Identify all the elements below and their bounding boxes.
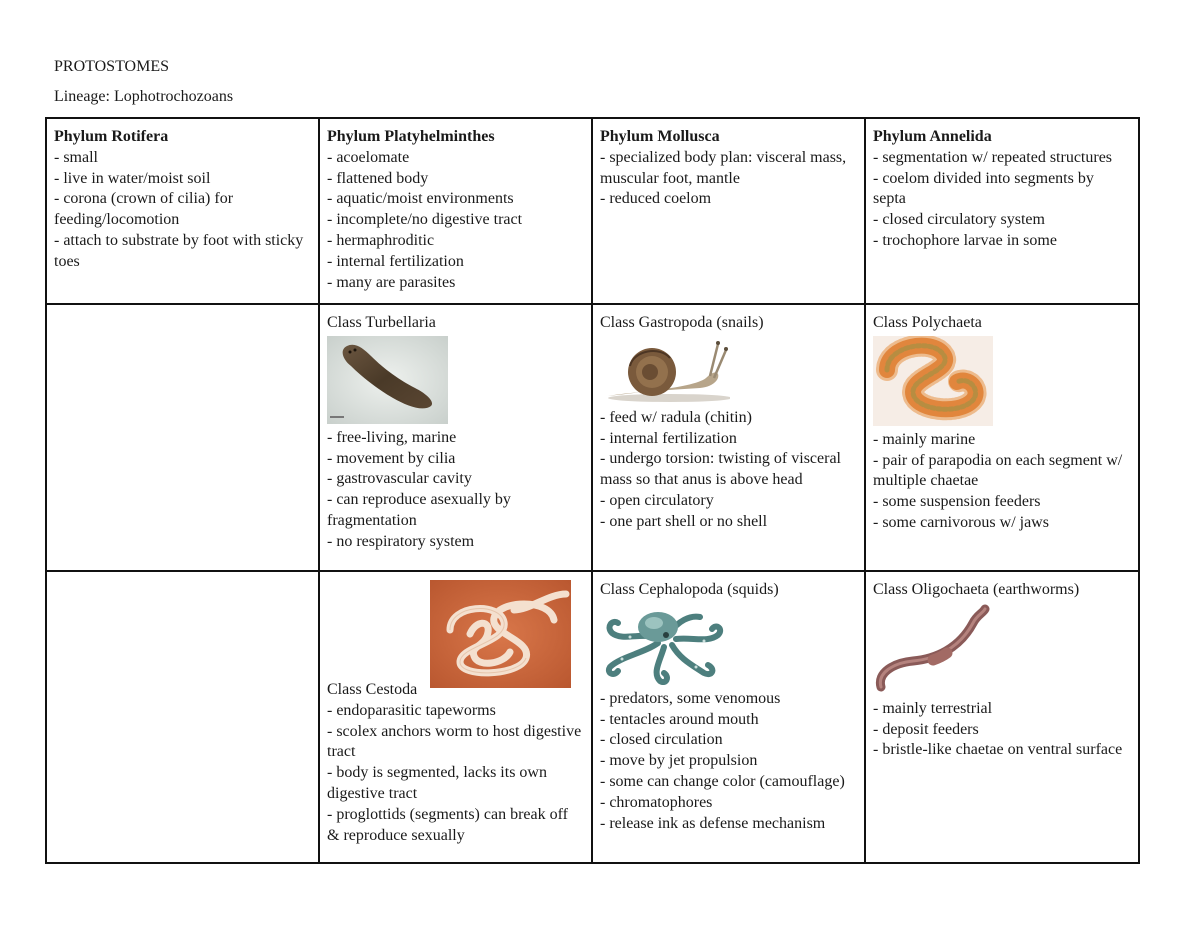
trait-line: - endoparasitic tapeworms: [327, 701, 496, 719]
cell-phylum-platyhelminthes: [319, 118, 592, 304]
earthworm-photo: [873, 603, 991, 695]
page-title: PROTOSTOMES: [54, 58, 169, 75]
trait-line: - open circulatory: [600, 491, 714, 509]
trait-line: - closed circulatory system: [873, 211, 1045, 229]
trait-line: - hermaphroditic: [327, 231, 435, 249]
phylum-heading: Phylum Platyhelminthes: [327, 128, 495, 145]
trait-line: - gastrovascular cavity: [327, 470, 472, 488]
trait-line: - some carnivorous w/ jaws: [873, 513, 1049, 531]
trait-line: - mainly terrestrial: [873, 699, 993, 717]
trait-line: - predators, some venomous: [600, 689, 781, 707]
trait-line: - attach to substrate by foot with sticky toes: [54, 231, 304, 270]
trait-line: - tentacles around mouth: [600, 710, 759, 728]
trait-line: - undergo torsion: twisting of visceral mass so that anus is above head: [600, 450, 841, 489]
cell-class-cephalopoda: [592, 571, 865, 863]
trait-line: - internal fertilization: [600, 429, 737, 447]
trait-line: - proglottids (segments) can break off & reproduce sexually: [327, 805, 568, 844]
trait-line: - segmentation w/ repeated structures: [873, 148, 1113, 166]
protostomes-table: [45, 117, 1140, 864]
class-heading: Class Gastropoda (snails): [600, 314, 764, 331]
trait-line: - scolex anchors worm to host digestive tract: [327, 722, 582, 761]
trait-line: - chromatophores: [600, 793, 713, 811]
polychaete-worm-photo: [873, 336, 993, 426]
cell-empty: [46, 304, 319, 571]
trait-line: - corona (crown of cilia) for feeding/locomotion: [54, 190, 234, 229]
table-row-phyla: [46, 118, 1139, 304]
class-heading: Class Turbellaria: [327, 314, 436, 331]
cell-class-gastropoda: [592, 304, 865, 571]
class-heading: Class Cephalopoda (squids): [600, 581, 779, 598]
phylum-heading: Phylum Annelida: [873, 128, 992, 145]
trait-line: - some suspension feeders: [873, 493, 1041, 511]
phylum-heading: Phylum Mollusca: [600, 128, 720, 145]
trait-line: - bristle-like chaetae on ventral surface: [873, 741, 1123, 759]
trait-line: - internal fertilization: [327, 252, 464, 270]
phylum-heading: Phylum Rotifera: [54, 128, 169, 145]
flatworm-photo: [327, 336, 448, 424]
trait-line: - aquatic/moist environments: [327, 190, 514, 208]
trait-line: - can reproduce asexually by fragmentation: [327, 491, 511, 529]
cell-phylum-rotifera: [46, 118, 319, 304]
trait-line: - pair of parapodia on each segment w/ multiple chaetae: [873, 451, 1123, 490]
octopus-photo: [600, 603, 730, 685]
trait-line: - no respiratory system: [327, 532, 475, 550]
trait-line: - reduced coelom: [600, 190, 712, 208]
trait-line: - closed circulation: [600, 731, 723, 749]
trait-line: - some can change color (camouflage): [600, 772, 845, 790]
trait-line: - live in water/moist soil: [54, 169, 211, 187]
cell-phylum-annelida: [865, 118, 1139, 304]
trait-line: - small: [54, 148, 98, 166]
cell-phylum-mollusca: [592, 118, 865, 304]
table-row-classes-2: [46, 571, 1139, 863]
trait-line: - deposit feeders: [873, 720, 979, 738]
trait-line: - move by jet propulsion: [600, 752, 758, 770]
snail-photo: [600, 336, 730, 404]
cell-class-polychaeta: [865, 304, 1139, 571]
trait-line: - movement by cilia: [327, 449, 456, 467]
class-heading: Class Cestoda: [327, 681, 418, 698]
trait-line: - free-living, marine: [327, 428, 457, 446]
trait-line: - release ink as defense mechanism: [600, 814, 826, 832]
trait-line: - trochophore larvae in some: [873, 231, 1057, 249]
tapeworm-photo: [430, 580, 571, 688]
trait-line: - incomplete/no digestive tract: [327, 211, 523, 229]
cell-empty: [46, 571, 319, 863]
trait-line: - one part shell or no shell: [600, 512, 768, 530]
cell-class-oligochaeta: [865, 571, 1139, 863]
trait-line: - coelom divided into segments by septa: [873, 169, 1094, 208]
class-heading: Class Oligochaeta (earthworms): [873, 581, 1080, 598]
cell-class-cestoda: [319, 571, 592, 863]
table-row-classes-1: [46, 304, 1139, 571]
lineage-subtitle: Lineage: Lophotrochozoans: [54, 88, 234, 105]
trait-line: - flattened body: [327, 169, 429, 187]
cell-class-turbellaria: [319, 304, 592, 571]
trait-line: - specialized body plan: visceral mass, muscular foot, mantle: [600, 148, 847, 187]
trait-line: - acoelomate: [327, 148, 410, 166]
class-heading: Class Polychaeta: [873, 314, 982, 331]
trait-line: - body is segmented, lacks its own digestive tract: [327, 764, 547, 802]
trait-line: - mainly marine: [873, 430, 976, 448]
trait-line: - many are parasites: [327, 273, 456, 291]
trait-line: - feed w/ radula (chitin): [600, 408, 752, 426]
